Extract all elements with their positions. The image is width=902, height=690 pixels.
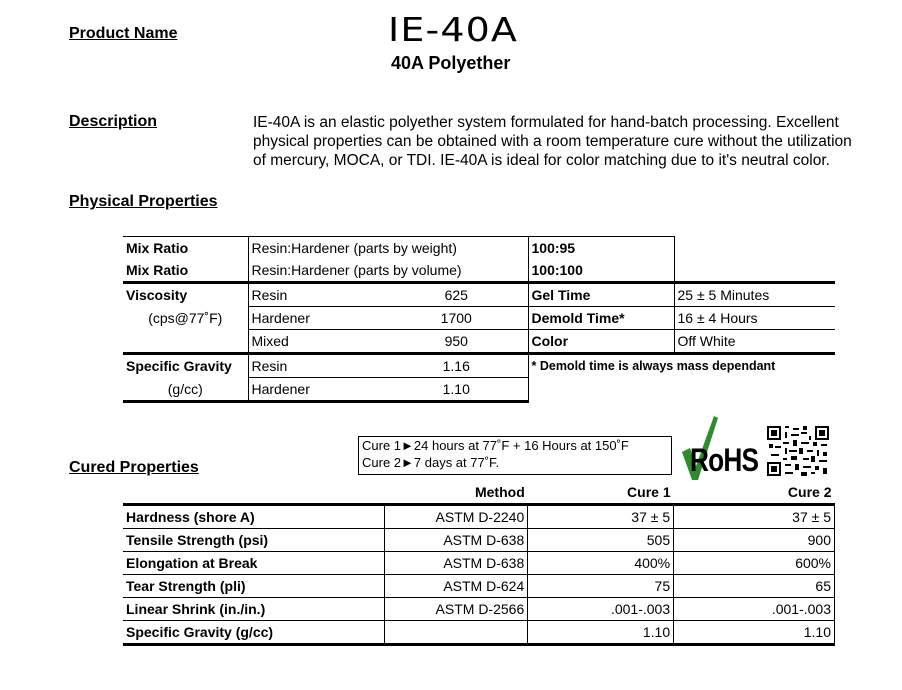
table-row [123, 259, 835, 283]
description-label: Description [69, 113, 158, 130]
cured-property: Linear Shrink (in./in.) [123, 598, 385, 621]
cured-cure2: .001-.003 [674, 598, 835, 621]
cured-cure2: 900 [674, 529, 835, 552]
cure2-schedule: Cure 2►7 days at 77˚F. [362, 455, 500, 470]
mix-volume-desc: Resin:Hardener (parts by volume) [248, 259, 528, 283]
viscosity-mixed-value: 950 [385, 330, 528, 354]
mix-ratio-label: Mix Ratio [126, 262, 189, 278]
viscosity-resin-name: Resin [248, 283, 385, 307]
viscosity-resin-value: 625 [385, 283, 528, 307]
cured-cure1: 400% [528, 552, 674, 575]
table-header-row [123, 481, 835, 505]
table-row [123, 307, 835, 330]
cure2-header: Cure 2 [787, 484, 832, 500]
description-line: of mercury, MOCA, or TDI. IE-40A is ideal for color matching due to it's neutral color. [253, 152, 830, 169]
specific-gravity-unit: (g/cc) [123, 378, 248, 402]
specific-gravity-label: Specific Gravity [126, 358, 232, 375]
table-row [123, 529, 835, 552]
cure1-header: Cure 1 [627, 484, 671, 500]
table-row [123, 505, 835, 529]
cured-cure1: 505 [528, 529, 674, 552]
mix-volume-value: 100:100 [528, 259, 674, 283]
viscosity-mixed-name: Mixed [248, 330, 385, 354]
cure1-schedule: Cure 1►24 hours at 77˚F + 16 Hours at 150˚F [362, 438, 629, 453]
color-value: Off White [674, 330, 835, 354]
rohs-text: RoHS [690, 442, 759, 478]
qr-code-icon [767, 426, 829, 476]
cured-cure2: 65 [674, 575, 835, 598]
cured-property: Hardness (shore A) [123, 505, 385, 529]
cured-method: ASTM D-2240 [385, 505, 528, 529]
table-row [123, 598, 835, 621]
color-label: Color [528, 330, 674, 354]
viscosity-hardener-name: Hardener [248, 307, 385, 330]
cured-cure2: 37 ± 5 [674, 505, 835, 529]
sg-resin-name: Resin [248, 354, 385, 378]
sg-resin-value: 1.16 [442, 358, 470, 374]
physical-properties-label: Physical Properties [69, 193, 218, 210]
table-row [123, 330, 835, 354]
table-row [123, 283, 835, 307]
demold-time-label: Demold Time* [528, 307, 674, 330]
gel-time-value: 25 ± 5 Minutes [674, 283, 835, 307]
cured-method [385, 621, 528, 645]
product-name-label: Product Name [69, 25, 178, 42]
cured-cure1: 37 ± 5 [528, 505, 674, 529]
demold-note: * Demold time is always mass dependant [528, 354, 835, 378]
viscosity-hardener-value: 1700 [385, 307, 528, 330]
cured-property: Tear Strength (pli) [123, 575, 385, 598]
physical-properties-table [123, 236, 835, 403]
cure-schedule-box [358, 436, 672, 475]
rohs-logo [680, 414, 760, 484]
sg-hardener-name: Hardener [248, 378, 385, 402]
cured-properties-label: Cured Properties [69, 459, 199, 476]
gel-time-label: Gel Time [528, 283, 674, 307]
cured-properties-table [123, 481, 835, 646]
sg-hardener-value: 1.10 [385, 378, 528, 402]
mix-weight-desc: Resin:Hardener (parts by weight) [248, 237, 528, 260]
demold-time-value: 16 ± 4 Hours [674, 307, 835, 330]
cured-method: ASTM D-624 [385, 575, 528, 598]
cured-method: ASTM D-638 [385, 552, 528, 575]
table-row [123, 237, 835, 260]
viscosity-unit: (cps@77˚F) [148, 310, 223, 326]
cured-method: ASTM D-638 [385, 529, 528, 552]
cured-cure1: .001-.003 [528, 598, 674, 621]
table-row [123, 552, 835, 575]
description-text [253, 113, 898, 170]
table-row [123, 354, 835, 378]
product-code: IE-40A [388, 10, 519, 49]
cured-property: Elongation at Break [123, 552, 385, 575]
table-row [123, 621, 835, 645]
description-line: physical properties can be obtained with a room temperature cure without the utilization [253, 133, 852, 150]
mix-ratio-label: Mix Ratio [123, 237, 248, 260]
cured-property: Specific Gravity (g/cc) [123, 621, 385, 645]
cured-property: Tensile Strength (psi) [123, 529, 385, 552]
cured-cure2: 1.10 [674, 621, 835, 645]
viscosity-label: Viscosity [123, 283, 248, 307]
table-row [123, 575, 835, 598]
cured-method: ASTM D-2566 [385, 598, 528, 621]
cured-cure2: 600% [674, 552, 835, 575]
cured-cure1: 75 [528, 575, 674, 598]
mix-weight-value: 100:95 [528, 237, 674, 260]
cured-cure1: 1.10 [528, 621, 674, 645]
method-header: Method [474, 484, 525, 500]
table-row [123, 378, 835, 402]
description-line: IE-40A is an elastic polyether system formulated for hand-batch processing. Excellent [253, 114, 839, 131]
product-subtitle: 40A Polyether [391, 53, 511, 73]
